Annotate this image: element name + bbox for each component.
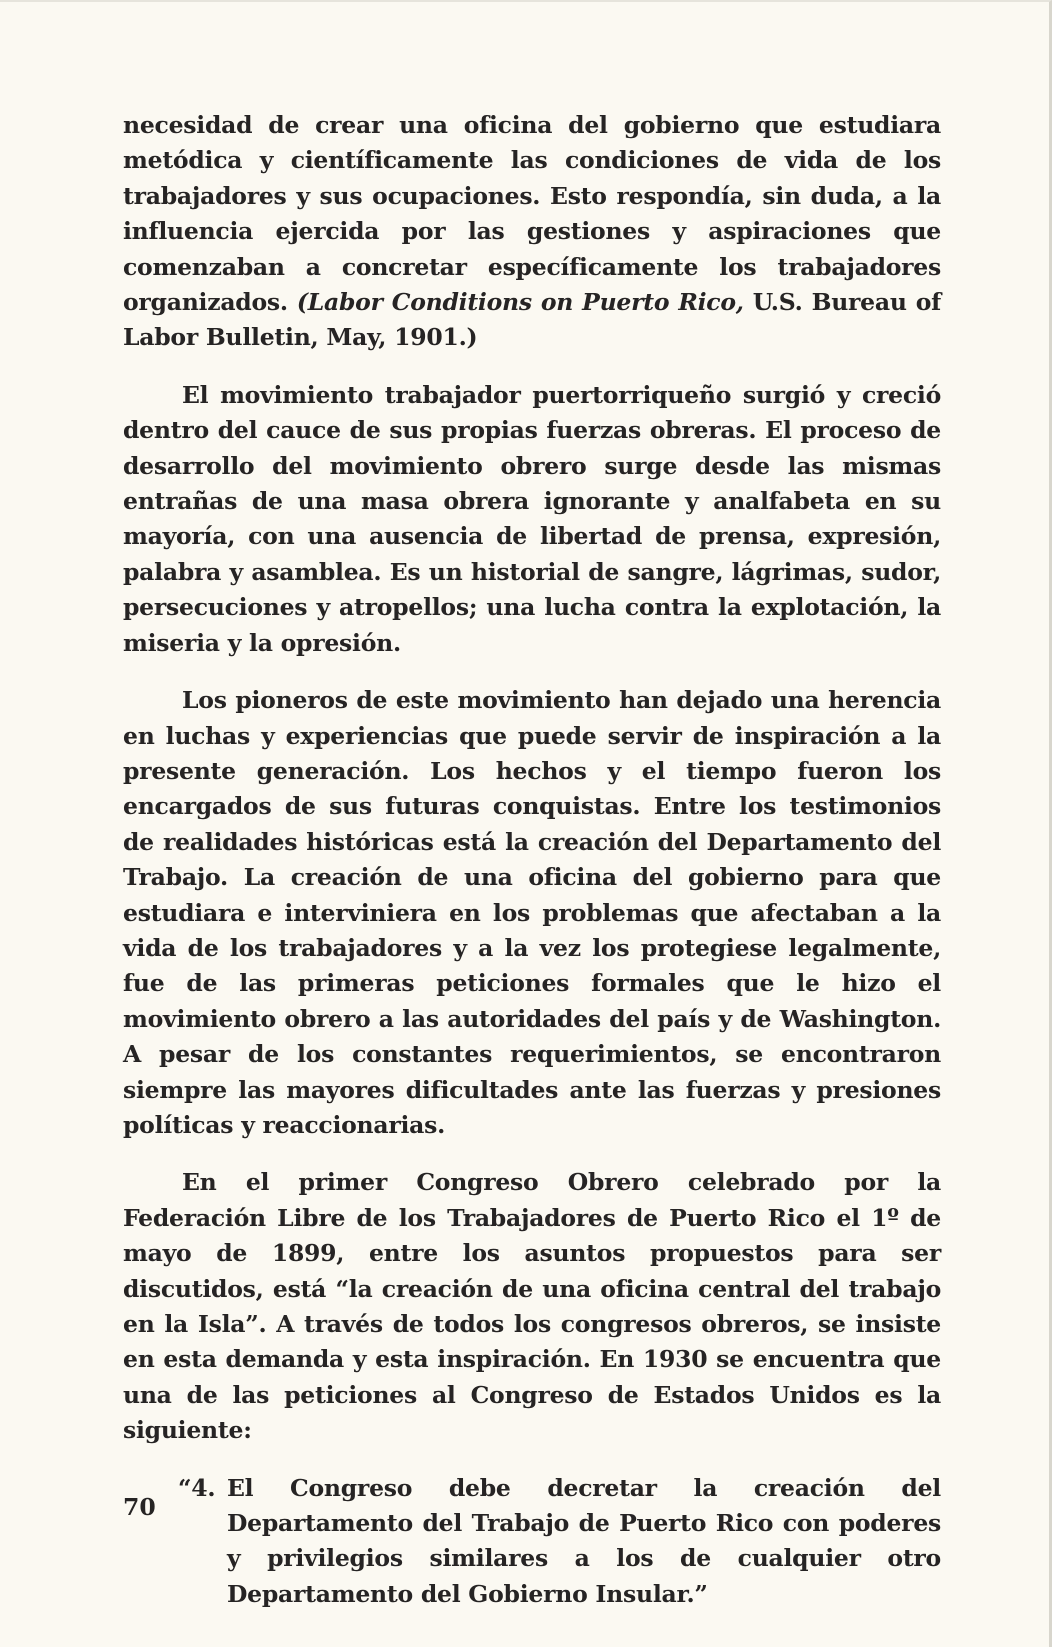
paragraph-1 [123,108,941,356]
quote-text: El Congreso debe decretar la creación del Departamento del Trabajo de Puerto Rico con poderes y privilegios similares a los de cualquier otro Departamento del Gobierno Insular.” [227,1473,941,1608]
body-text [123,108,941,1612]
paragraph-1-text: necesidad de crear una oficina del gobierno que estudiara metódica y científicamente las condiciones de vida de los trabajadores y sus ocupaciones. Esto respondía, sin duda, a la influencia ejercida por las gestiones y aspiraciones que comenzaban a concretar específicamente los trabajadores organizados. [123,111,941,317]
citation-title: (Labor Conditions on Puerto Rico, [296,288,744,317]
block-quote [123,1471,941,1613]
quote-number: “4. [178,1473,216,1502]
paragraph-4: En el primer Congreso Obrero celebrado por la Federación Libre de los Trabajadores de Puerto Rico el 1º de mayo de 1899, entre los asuntos propuestos para ser discutidos, está “la creación de una oficina central del trabajo en la Isla”. A través de todos los congresos obreros, se insiste en esta demanda y esta inspiración. En 1930 se encuentra que una de las peticiones al Congreso de Estados Unidos es la siguiente: [123,1168,941,1445]
paragraph-2: El movimiento trabajador puertorriqueño surgió y creció dentro del cauce de sus propias fuerzas obreras. El proceso de desarrollo del movimiento obrero surge desde las mismas entrañas de una masa obrera ignorante y analfabeta en su mayoría, con una ausencia de libertad de prensa, expresión, palabra y asamblea. Es un historial de sangre, lágrimas, sudor, persecuciones y atropellos; una lucha contra la explotación, la miseria y la opresión. [123,380,941,657]
page-number: 70 [123,1493,156,1521]
paragraph-3: Los pioneros de este movimiento han dejado una herencia en luchas y experiencias que puede servir de inspiración a la presente generación. Los hechos y el tiempo fueron los encargados de sus futuras conquistas. Entre los testimonios de realidades históricas está la creación del Departamento del Trabajo. La creación de una oficina del gobierno para que estudiara e interviniera en los problemas que afectaban a la vida de los trabajadores y a la vez los protegiese legalmente, fue de las primeras peticiones formales que le hizo el movimiento obrero a las autoridades del país y de Washington. A pesar de los constantes requerimientos, se encontraron siempre las mayores dificultades ante las fuerzas y presiones políticas y reaccionarias. [123,686,941,1139]
citation-source: U.S. Bureau of Labor Bulletin, May, 1901.) [123,288,941,352]
